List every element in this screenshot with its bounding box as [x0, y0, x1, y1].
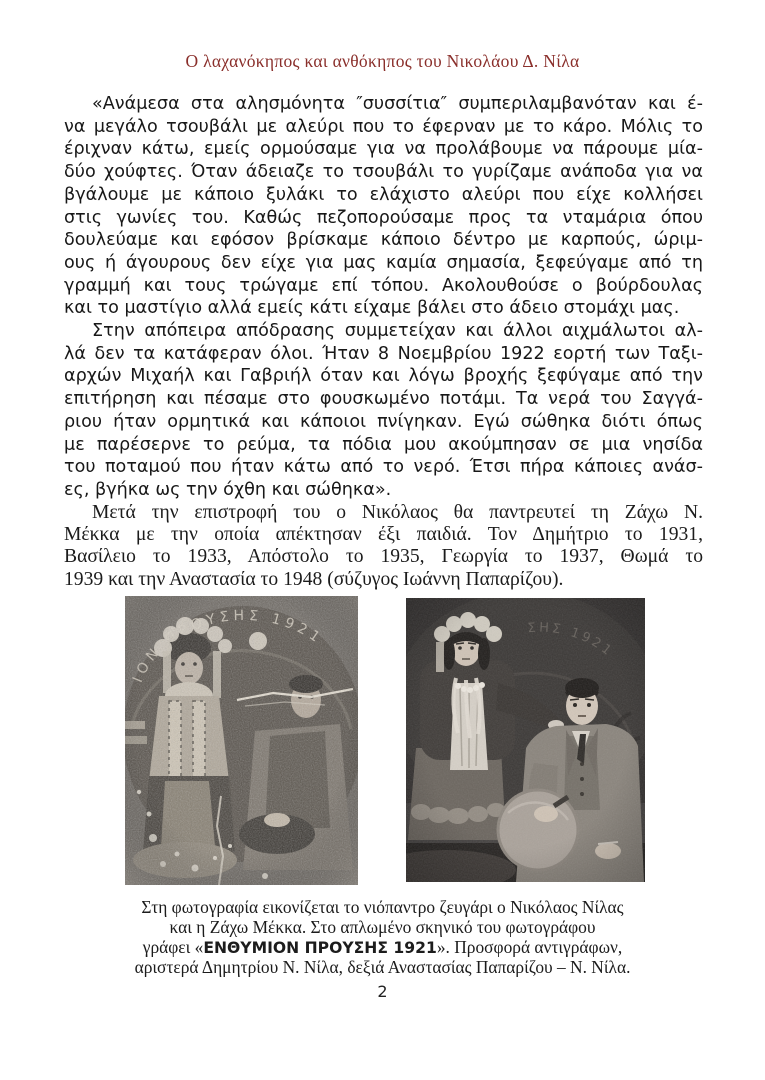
paragraph — [64, 320, 703, 502]
page-heading: Ο λαχανόκηπος και ανθόκηπος του Νικολάου Δ. Νίλα — [185, 51, 580, 71]
text-line: λά δεν τα κατάφεραν όλοι. Ήταν 8 Νοεμβρίου 1922 εορτή των Ταξι- — [64, 343, 703, 364]
text-line: ριου ήταν ορμητικά και κάποιοι πνίγηκαν. Εγώ σώθηκα διότι όπως — [64, 411, 703, 432]
film-grain-overlay — [406, 598, 645, 882]
text-line: «Ανάμεσα στα αλησμόνητα ″συσσίτια″ συμπεριλαμβανόταν και έ- — [92, 94, 703, 114]
text-line: Βασίλειο το 1933, Απόστολο το 1935, Γεωργία το 1937, Θωμά το — [64, 546, 703, 568]
text-line: με παρέσερνε το ρεύμα, τα πόδια μου ακούμπησαν σε μια νησίδα — [64, 434, 703, 455]
text-line: Μετά την επιστροφή του ο Νικόλαος θα παντρευτεί τη Ζάχω Ν. — [92, 501, 703, 523]
caption-line-3-post: ». Προσφορά αντιγράφων, — [436, 936, 623, 957]
paragraph — [64, 93, 703, 320]
caption-line-2: και η Ζάχω Μέκκα. Στο απλωμένο σκηνικό του φωτογράφου — [169, 916, 596, 937]
film-grain-overlay — [125, 596, 358, 885]
text-line: Στην απόπειρα απόδρασης συμμετείχαν και άλλοι αιχμάλωτοι αλ- — [92, 321, 703, 342]
caption-line-1: Στη φωτογραφία εικονίζεται το νιόπαντρο ζευγάρι ο Νικόλαος Νίλας — [141, 897, 624, 917]
page-number: 2 — [377, 982, 388, 1001]
text-line: και το μαστίγιο αλλά εμείς κάτι είχαμε βάλει στο άδειο στομάχι μας. — [64, 298, 680, 319]
caption-line-3 — [50, 938, 715, 959]
text-line: ες, βγήκα ως την όχθη και σώθηκα». — [64, 479, 392, 500]
photo-caption — [50, 898, 715, 978]
text-line: έριχναν κάτω, εμείς ορμούσαμε για να προλάβουμε να πάρουμε μία- — [64, 139, 703, 160]
photo-left-wedding-portrait — [125, 596, 358, 885]
text-line: του ποταμού που ήταν κάτω από το νερό. Έτσι πήρα κάποιες ανάσ- — [64, 457, 703, 478]
photo-right-wedding-portrait — [406, 598, 645, 882]
text-line: βγάλουμε με κάποιο ξυλάκι το ελάχιστο αλεύρι που είχε κολλήσει — [64, 184, 703, 205]
paragraph — [64, 502, 703, 592]
text-line: στις γωνίες του. Καθώς πεζοπορούσαμε προς τα νταμάρια όπου — [64, 207, 703, 228]
text-line: να μεγάλο τσουβάλι με αλεύρι που το έφερναν με το κάρο. Μόλις το — [64, 116, 703, 137]
text-line: επιτήρηση και πέσαμε στο φουσκωμένο ποτάμι. Τα νερά του Σαγγά- — [64, 389, 703, 410]
caption-line-3-pre: γράφει « — [142, 936, 204, 957]
text-line: 1939 και την Αναστασία το 1948 (σύζυγος Ιωάννη Παπαρίζου). — [64, 568, 564, 590]
text-line: αρχών Μιχαήλ και Γαβριήλ όταν και λόγω βροχής ξεφύγαμε από την — [64, 366, 703, 387]
body-paragraphs — [64, 93, 703, 591]
caption-stamp-text: ΕΝΘΥΜΙΟΝ ΠΡΟΥΣΗΣ 1921 — [203, 938, 437, 957]
caption-line-4: αριστερά Δημητρίου Ν. Νίλα, δεξιά Αναστασίας Παπαρίζου – Ν. Νίλα. — [134, 957, 631, 978]
text-line: γραμμή και τους τρώγαμε επί τόπου. Ακολουθούσε ο βούρδουλας — [64, 275, 703, 296]
text-line: δουλεύαμε και εφόσον βρίσκαμε κάποιο δέντρο με καρπούς, ώριμ- — [64, 230, 703, 251]
text-line: Μέκκα με την οποία απέκτησαν έξι παιδιά. Τον Δημήτριο το 1931, — [64, 524, 703, 546]
text-line: ους ή άγουρους δεν είχε για μας καμία σημασία, ξεφεύγαμε από τη — [64, 252, 703, 273]
text-line: δύο χούφτες. Όταν άδειαζε το τσουβάλι το γυρίζαμε ανάποδα για να — [64, 162, 703, 183]
